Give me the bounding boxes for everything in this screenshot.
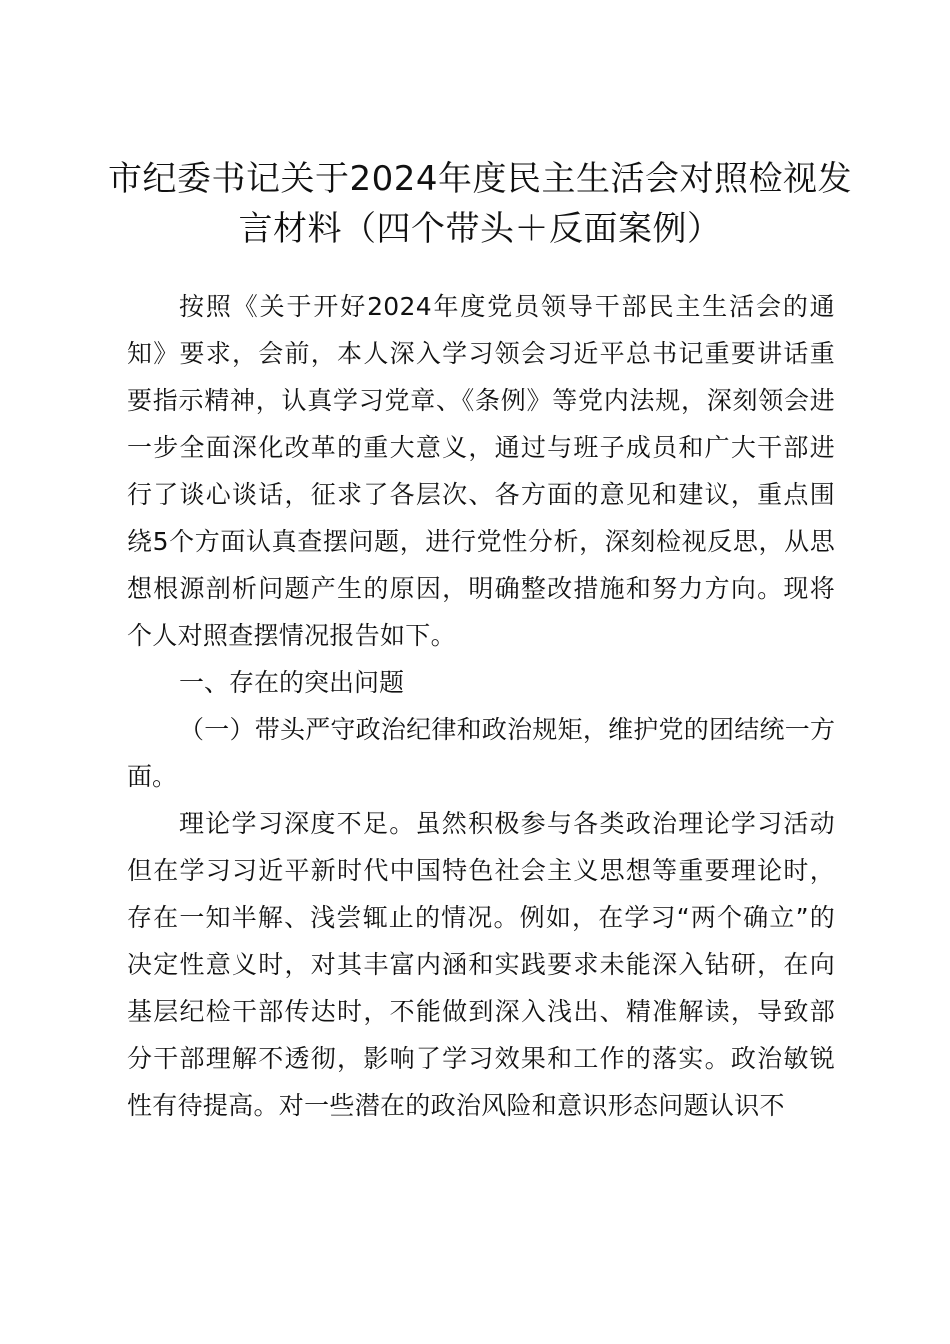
document-body: [127, 283, 835, 1129]
section-heading: 一、存在的突出问题: [179, 668, 405, 697]
subsection-heading: （一）带头严守政治纪律和政治规矩，维护党的团结统一方面。: [127, 715, 835, 791]
body-paragraph: 理论学习深度不足。虽然积极参与各类政治理论学习活动但在学习习近平新时代中国特色社会主义思想等重要理论时，存在一知半解、浅尝辄止的情况。例如，在学习“两个确立”的决定性意义时，对其丰富内涵和实践要求未能深入钻研，在向基层纪检干部传达时，不能做到深入浅出、精准解读，导致部分干部理解不透彻，影响了学习效果和工作的落实。政治敏锐性有待提高。对一些潜在的政治风险和意识形态问题认识不: [127, 809, 835, 1120]
document-title: 市纪委书记关于2024年度民主生活会对照检视发言材料（四个带头＋反面案例）: [107, 159, 853, 249]
intro-paragraph: 按照《关于开好2024年度党员领导干部民主生活会的通知》要求，会前，本人深入学习领会习近平总书记重要讲话重要指示精神，认真学习党章、《条例》等党内法规，深刻领会进一步全面深化改革的重大意义，通过与班子成员和广大干部进行了谈心谈话，征求了各层次、各方面的意见和建议，重点围绕5个方面认真查摆问题，进行党性分析，深刻检视反思，从思想根源剖析问题产生的原因，明确整改措施和努力方向。现将个人对照查摆情况报告如下。: [127, 292, 835, 650]
